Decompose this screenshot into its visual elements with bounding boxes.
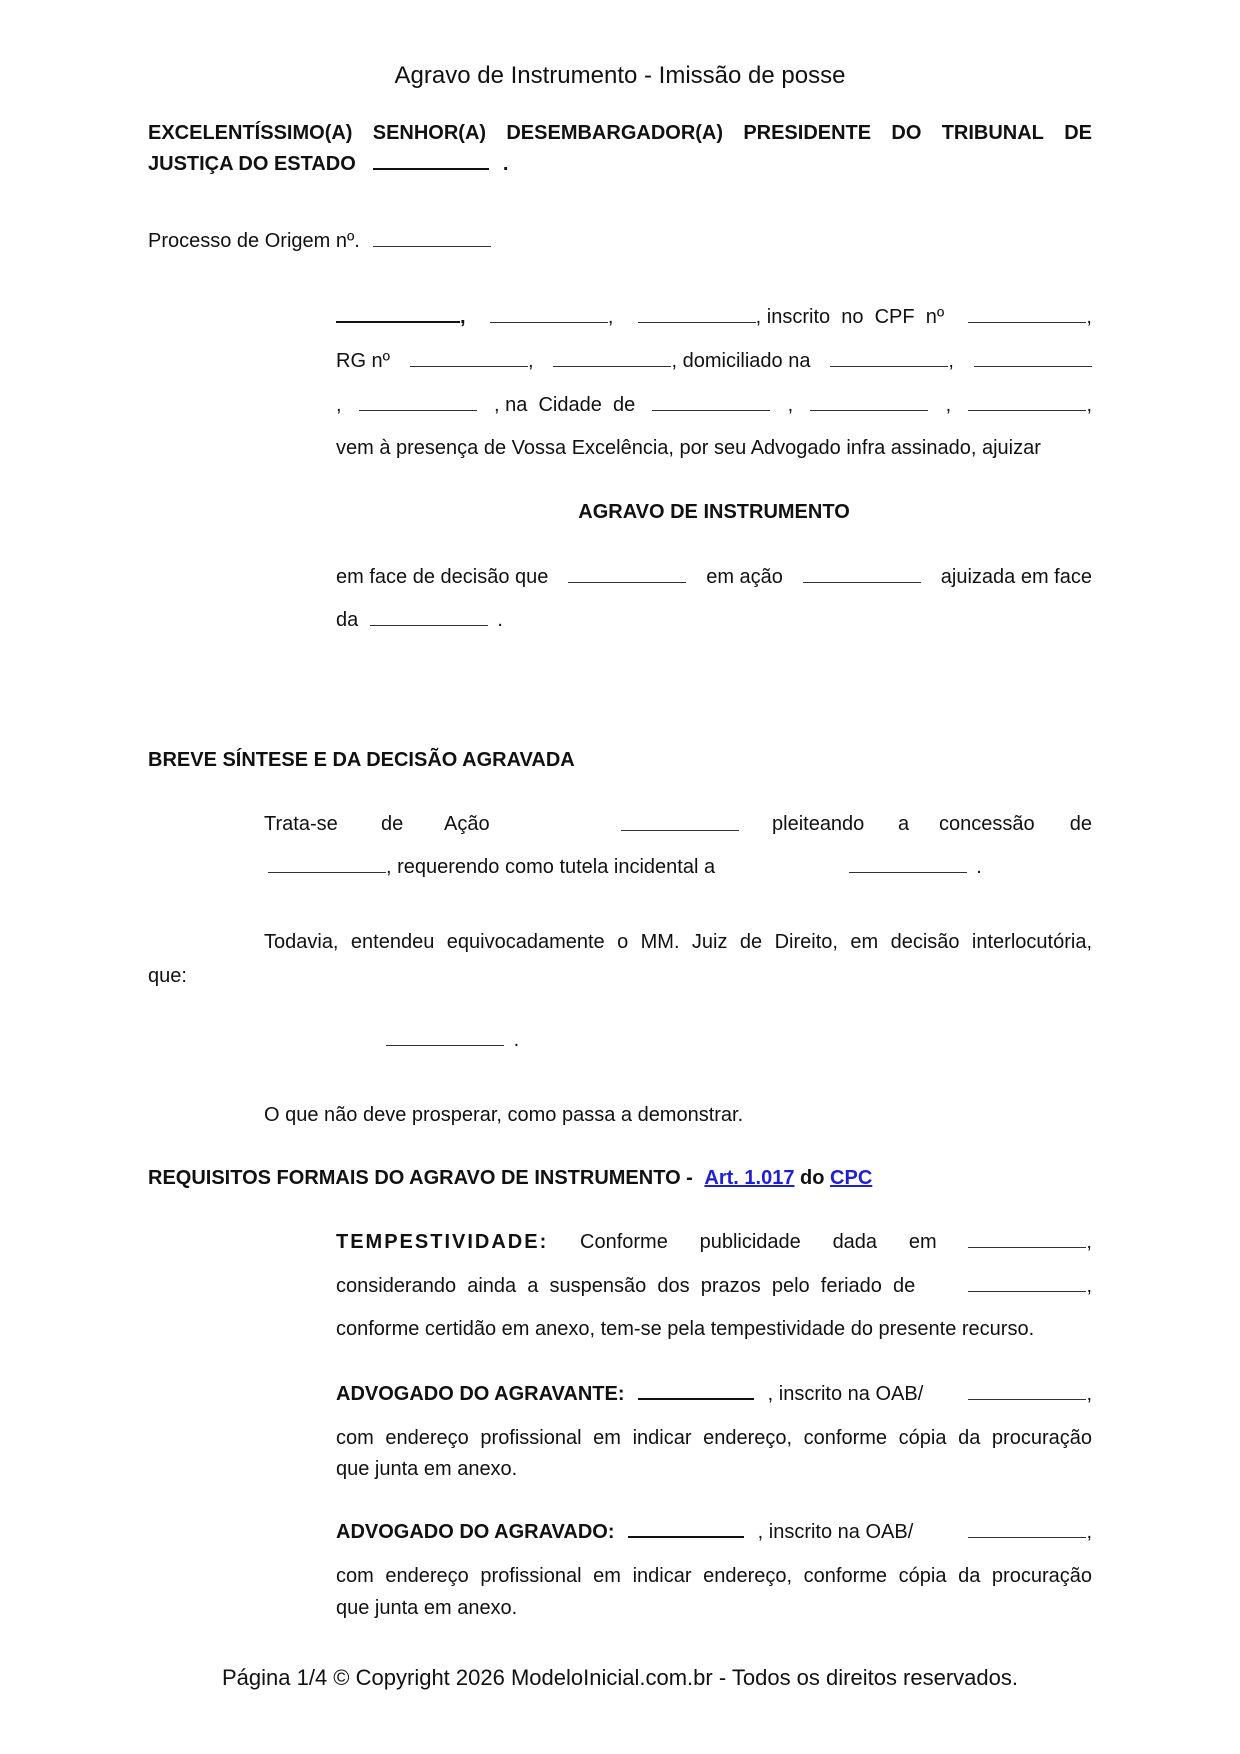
cep-blank[interactable]: [968, 396, 1086, 411]
agravado-line-2: com endereço profissional em indicar endereço, conforme cópia da procuração: [336, 1565, 1092, 1587]
tempestividade-label: TEMPESTIVIDADE:: [336, 1231, 549, 1253]
trata-word: Trata-se: [264, 813, 338, 835]
oab-blank[interactable]: [968, 1385, 1086, 1400]
domiciliado-text: , domiciliado na: [671, 350, 811, 372]
agravante-name-blank[interactable]: [638, 1384, 754, 1400]
ajuizada-text: ajuizada em face: [940, 566, 1092, 588]
processo-label: Processo de Origem nº.: [148, 230, 360, 252]
em-acao-text: em ação: [706, 566, 783, 588]
dot: .: [976, 856, 982, 878]
agravado-line-3: que junta em anexo.: [336, 1597, 518, 1619]
da-text: da: [336, 609, 359, 631]
oab-text: , inscrito na OAB/: [757, 1521, 914, 1543]
party-blank[interactable]: [490, 308, 608, 323]
agravante-line-1: [336, 1382, 1092, 1406]
comma: ,: [1086, 306, 1092, 328]
address-line-2: [148, 152, 508, 176]
tempestividade-word: publicidade: [699, 1231, 801, 1253]
city-blank[interactable]: [652, 396, 770, 411]
address-word: DE: [1064, 122, 1092, 144]
oab-blank[interactable]: [968, 1523, 1086, 1538]
trata-word: concessão: [939, 813, 1035, 835]
trata-word: de: [381, 813, 404, 835]
agravado-name-blank[interactable]: [628, 1522, 744, 1538]
address-state-label: JUSTIÇA DO ESTADO: [148, 153, 356, 175]
address-word: EXCELENTÍSSIMO(A): [148, 122, 353, 144]
action-blank[interactable]: [803, 568, 921, 583]
em-face-text: em face de decisão que: [336, 566, 549, 588]
parties-line-1: [336, 305, 1092, 329]
address-word: SENHOR(A): [372, 122, 487, 144]
conclusion-text: O que não deve prosperar, como passa a demonstrar.: [264, 1104, 744, 1126]
decision-line: [386, 1028, 519, 1052]
parties-line-4: vem à presença de Vossa Excelência, por seu Advogado infra assinado, ajuizar: [336, 437, 1041, 459]
agravante-line-3: que junta em anexo.: [336, 1458, 518, 1480]
address-word: PRESIDENTE: [743, 122, 872, 144]
decision-content-blank[interactable]: [386, 1031, 504, 1046]
todavia-line: Todavia, entendeu equivocadamente o MM. Juiz de Direito, em decisão interlocutória,: [264, 931, 1092, 953]
action-title: AGRAVO DE INSTRUMENTO: [578, 501, 850, 523]
tempestividade-line-1: [336, 1230, 1092, 1254]
requisitos-heading-text: REQUISITOS FORMAIS DO AGRAVO DE INSTRUMENTO -: [148, 1167, 693, 1189]
dot: .: [497, 609, 503, 631]
processo-origem: [148, 229, 491, 253]
concession-blank[interactable]: [268, 858, 386, 873]
processo-blank[interactable]: [373, 232, 491, 247]
agravante-line-2: com endereço profissional em indicar endereço, conforme cópia da procuração: [336, 1427, 1092, 1449]
tutela-blank[interactable]: [849, 858, 967, 873]
trata-word: Ação: [444, 813, 490, 835]
agravado-label: ADVOGADO DO AGRAVADO:: [336, 1521, 615, 1543]
address-line-1: [148, 121, 1092, 145]
comma: ,: [1086, 1383, 1092, 1405]
agravado-line-1: [336, 1520, 1092, 1544]
section-heading-breve: BREVE SÍNTESE E DA DECISÃO AGRAVADA: [148, 749, 575, 771]
cpf-blank[interactable]: [968, 308, 1086, 323]
section-heading-requisitos: [148, 1166, 872, 1190]
address-word: DO: [891, 122, 922, 144]
parties-line-2: [336, 349, 1092, 373]
trata-se-line-2: [268, 855, 982, 879]
date-blank[interactable]: [968, 1233, 1086, 1248]
address-word: TRIBUNAL: [941, 122, 1044, 144]
requerendo-text: , requerendo como tutela incidental a: [386, 856, 716, 878]
comma: ,: [948, 350, 954, 372]
address-blank[interactable]: [974, 352, 1092, 367]
em-face-line-1: [336, 565, 1092, 589]
comma: ,: [1086, 394, 1092, 416]
tempestividade-word: Conforme: [580, 1231, 668, 1253]
trata-word: de: [1069, 813, 1092, 835]
page-footer: Página 1/4 © Copyright 2026 ModeloInicial.com.br - Todos os direitos reservados.: [222, 1665, 1018, 1690]
dot: .: [513, 1029, 520, 1051]
number-blank[interactable]: [359, 396, 477, 411]
tempestividade-line-2-text: considerando ainda a suspensão dos prazos pelo feriado de: [336, 1275, 916, 1297]
state-blank[interactable]: [373, 154, 489, 170]
state-blank[interactable]: [810, 396, 928, 411]
tempestividade-word: em: [908, 1231, 937, 1253]
party-blank[interactable]: [553, 352, 671, 367]
parties-line-3: [336, 393, 1092, 417]
address-end-dot: .: [502, 153, 509, 175]
em-face-line-2: [336, 608, 503, 632]
decision-blank[interactable]: [568, 568, 686, 583]
party-blank[interactable]: [638, 308, 756, 323]
comma: ,: [787, 394, 794, 416]
party-name-blank[interactable]: [336, 307, 460, 323]
address-word: DESEMBARGADOR(A): [506, 122, 724, 144]
rg-label: RG nº: [336, 350, 390, 372]
tempestividade-word: dada: [832, 1231, 878, 1253]
que-text: que:: [148, 965, 187, 987]
rg-blank[interactable]: [410, 352, 528, 367]
inscrito-cpf-text: , inscrito no CPF nº: [755, 306, 945, 328]
address-blank[interactable]: [830, 352, 948, 367]
oab-text: , inscrito na OAB/: [767, 1383, 924, 1405]
defendant-blank[interactable]: [370, 611, 488, 626]
agravante-label: ADVOGADO DO AGRAVANTE:: [336, 1383, 625, 1405]
comma: ,: [1086, 1275, 1092, 1297]
comma: ,: [336, 394, 342, 416]
tempestividade-line-3: conforme certidão em anexo, tem-se pela tempestividade do presente recurso.: [336, 1318, 1035, 1340]
comma: ,: [945, 394, 952, 416]
cidade-text: , na Cidade de: [494, 394, 636, 416]
comma: ,: [1086, 1521, 1092, 1543]
trata-word: pleiteando: [772, 813, 865, 835]
tempestividade-line-2: [336, 1274, 1092, 1298]
art-1017-link[interactable]: Art. 1.017: [704, 1167, 795, 1189]
trata-word: a: [898, 813, 910, 835]
cpc-link[interactable]: CPC: [830, 1167, 873, 1189]
comma: ,: [460, 306, 466, 328]
action-type-blank[interactable]: [621, 816, 739, 831]
comma: ,: [527, 350, 534, 372]
holiday-blank[interactable]: [968, 1277, 1086, 1292]
do-text: do: [800, 1167, 825, 1189]
document-title: Agravo de Instrumento - Imissão de posse: [394, 62, 846, 89]
comma: ,: [607, 306, 614, 328]
comma: ,: [1086, 1231, 1092, 1253]
